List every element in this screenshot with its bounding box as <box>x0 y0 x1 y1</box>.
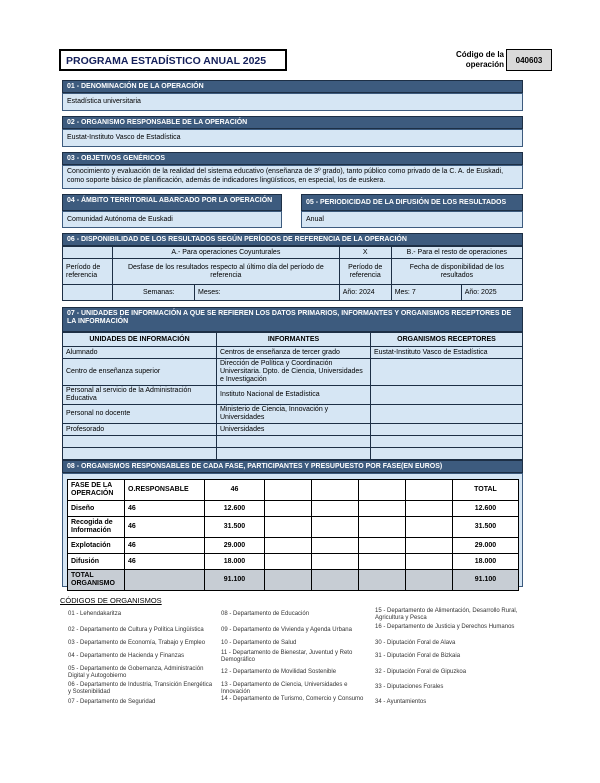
table-row-unit: Centro de enseñanza superior <box>63 359 217 386</box>
organism-code-item: 07 - Departamento de Seguridad <box>68 699 156 705</box>
section-03-header: 03 - OBJETIVOS GENÉRICOS <box>62 152 523 165</box>
organism-code-item: 02 - Departamento de Cultura y Política Lingüística <box>68 627 204 633</box>
organism-code-item: 15 - Departamento de Alimentación, Desarrollo Rural, Agricultura y Pesca <box>375 608 518 621</box>
section-04-value: Comunidad Autónoma de Euskadi <box>62 211 282 228</box>
table-row-organism <box>371 405 523 424</box>
row-org: 46 <box>125 538 205 554</box>
organism-code-item: 06 - Departamento de Industria, Transición Energética y Sostenibilidad <box>68 682 213 695</box>
section-06-header: 06 - DISPONIBILIDAD DE LOS RESULTADOS SEGÚN PERÍODOS DE REFERENCIA DE LA OPERACIÓN <box>62 233 523 246</box>
organism-code-item: 16 - Departamento de Justicia y Derechos Humanos <box>375 624 515 630</box>
organism-code-item: 10 - Departamento de Salud <box>221 640 297 646</box>
organism-code-item: 09 - Departamento de Vivienda y Agenda Urbana <box>221 627 352 633</box>
table-row-organism <box>371 386 523 405</box>
table-row-organism <box>371 359 523 386</box>
row-value: 31.500 <box>205 517 265 538</box>
table-row-organism <box>371 448 523 460</box>
organism-code-item: 12 - Departamento de Movilidad Sostenible <box>221 669 337 675</box>
table-row-organism <box>371 424 523 436</box>
empty-cell <box>63 247 113 259</box>
budget-table <box>67 479 519 591</box>
section-02-header: 02 - ORGANISMO RESPONSABLE DE LA OPERACIÓN <box>62 116 523 129</box>
anio-disponibilidad: Año: 2025 <box>461 285 522 301</box>
head-responsable: O.RESPONSABLE <box>125 480 205 501</box>
table-row-informant <box>217 436 371 448</box>
periodo-label-2: Período de referencia <box>339 259 391 285</box>
table-row-unit: Alumnado <box>63 347 217 359</box>
section-01-value: Estadística universitaria <box>62 93 523 111</box>
organism-code-item: 14 - Departamento de Turismo, Comercio y Consumo <box>221 696 364 702</box>
organism-code-item: 05 - Departamento de Gobernanza, Administración Digital y Autogobierno <box>68 666 204 679</box>
table-row-informant <box>217 448 371 460</box>
table-row-unit <box>63 448 217 460</box>
row-total: 29.000 <box>453 538 519 554</box>
table-row-informant: Dirección de Política y Coordinación Universitaria. Dpto. de Ciencia, Universidades e Investigación <box>217 359 371 386</box>
organism-code-item: 34 - Ayuntamientos <box>375 699 427 705</box>
row-total: 12.600 <box>453 501 519 517</box>
total-label: TOTAL ORGANISMO <box>68 570 125 591</box>
desfase-label: Desfase de los resultados respecto al último día del período de referencia <box>113 259 340 285</box>
page-title: PROGRAMA ESTADÍSTICO ANUAL 2025 <box>59 49 287 71</box>
row-value: 12.600 <box>205 501 265 517</box>
total-total: 91.100 <box>453 570 519 591</box>
head-org-46: 46 <box>205 480 265 501</box>
head-empty <box>312 480 359 501</box>
row-fase: Explotación <box>68 538 125 554</box>
option-b-label: B.- Para el resto de operaciones <box>391 247 522 259</box>
row-total: 18.000 <box>453 554 519 570</box>
info-units-table <box>62 332 523 460</box>
row-fase: Recogida de Información <box>68 517 125 538</box>
section-04-header: 04 - ÁMBITO TERRITORIAL ABARCADO POR LA OPERACIÓN <box>62 194 282 211</box>
organism-code-item: 13 - Departamento de Ciencia, Universidades e Innovación <box>221 682 348 695</box>
table-row-informant: Instituto Nacional de Estadística <box>217 386 371 405</box>
table-row-informant: Universidades <box>217 424 371 436</box>
codes-title: CÓDIGOS DE ORGANISMOS <box>60 596 162 605</box>
meses-label: Meses: <box>195 285 340 301</box>
table-row-unit: Profesorado <box>63 424 217 436</box>
head-empty <box>265 480 312 501</box>
col-header-informantes: INFORMANTES <box>217 333 371 347</box>
organism-code-item: 33 - Diputaciones Forales <box>375 684 444 690</box>
row-org: 46 <box>125 517 205 538</box>
organism-code-item: 11 - Departamento de Bienestar, Juventud y Reto Demográfico <box>221 650 353 663</box>
table-row-informant: Ministerio de Ciencia, Innovación y Universidades <box>217 405 371 424</box>
section-07-header: 07 - UNIDADES DE INFORMACIÓN A QUE SE REFIEREN LOS DATOS PRIMARIOS, INFORMANTES Y ORGANISMOS RECEPTORES DE LA INFORMACIÓN <box>62 307 523 332</box>
section-05-value: Anual <box>301 211 523 228</box>
organism-code-item: 03 - Departamento de Economía, Trabajo y Empleo <box>68 640 206 646</box>
anio-referencia: Año: 2024 <box>339 285 391 301</box>
table-row-unit: Personal no docente <box>63 405 217 424</box>
row-value: 18.000 <box>205 554 265 570</box>
option-a-label: A.- Para operaciones Coyunturales <box>113 247 340 259</box>
code-label: Código de la operación <box>456 50 504 69</box>
section-01-header: 01 - DENOMINACIÓN DE LA OPERACIÓN <box>62 80 523 93</box>
organism-code-item: 08 - Departamento de Educación <box>221 611 310 617</box>
section-08-header: 08 - ORGANISMOS RESPONSABLES DE CADA FASE, PARTICIPANTES Y PRESUPUESTO POR FASE(EN EUROS) <box>62 460 523 473</box>
semanas-label: Semanas: <box>113 285 195 301</box>
table-row-informant: Centros de enseñanza de tercer grado <box>217 347 371 359</box>
organism-code-item: 04 - Departamento de Hacienda y Finanzas <box>68 653 185 659</box>
availability-table <box>62 246 523 301</box>
row-fase: Diseño <box>68 501 125 517</box>
col-header-unidades: UNIDADES DE INFORMACIÓN <box>63 333 217 347</box>
organism-code-item: 30 - Diputación Foral de Alava <box>375 640 456 646</box>
head-total: TOTAL <box>453 480 519 501</box>
empty-cell <box>63 285 113 301</box>
row-org: 46 <box>125 554 205 570</box>
organism-code-item: 31 - Diputación Foral de Bizkaia <box>375 653 461 659</box>
head-empty <box>359 480 406 501</box>
section-02-value: Eustat-Instituto Vasco de Estadística <box>62 129 523 147</box>
mes-disponibilidad: Mes: 7 <box>391 285 461 301</box>
head-empty <box>406 480 453 501</box>
table-row-unit <box>63 436 217 448</box>
organism-code-item: 32 - Diputación Foral de Gipuzkoa <box>375 669 467 675</box>
table-row-organism: Eustat-Instituto Vasco de Estadística <box>371 347 523 359</box>
periodo-label: Período de referencia <box>63 259 113 285</box>
head-fase: FASE DE LA OPERACIÓN <box>68 480 125 501</box>
table-row-unit: Personal al servicio de la Administración Educativa <box>63 386 217 405</box>
option-a-mark: X <box>339 247 391 259</box>
row-fase: Difusión <box>68 554 125 570</box>
table-row-organism <box>371 436 523 448</box>
fecha-label: Fecha de disponibilidad de los resultados <box>391 259 522 285</box>
row-org: 46 <box>125 501 205 517</box>
section-03-value: Conocimiento y evaluación de la realidad del sistema educativo (enseñanza de 3º grado), tanto público como privado de la C. A. de Euskadi, como soporte básico de planificación, además de indicadores lingüísticos, en especial, los de euskera. <box>62 165 523 189</box>
total-value: 91.100 <box>205 570 265 591</box>
section-05-header: 05 - PERIODICIDAD DE LA DIFUSIÓN DE LOS RESULTADOS <box>301 194 523 211</box>
operation-code: 040603 <box>506 49 552 71</box>
col-header-organismos: ORGANISMOS RECEPTORES <box>371 333 523 347</box>
row-value: 29.000 <box>205 538 265 554</box>
row-total: 31.500 <box>453 517 519 538</box>
organism-code-item: 01 - Lehendakaritza <box>68 611 122 617</box>
